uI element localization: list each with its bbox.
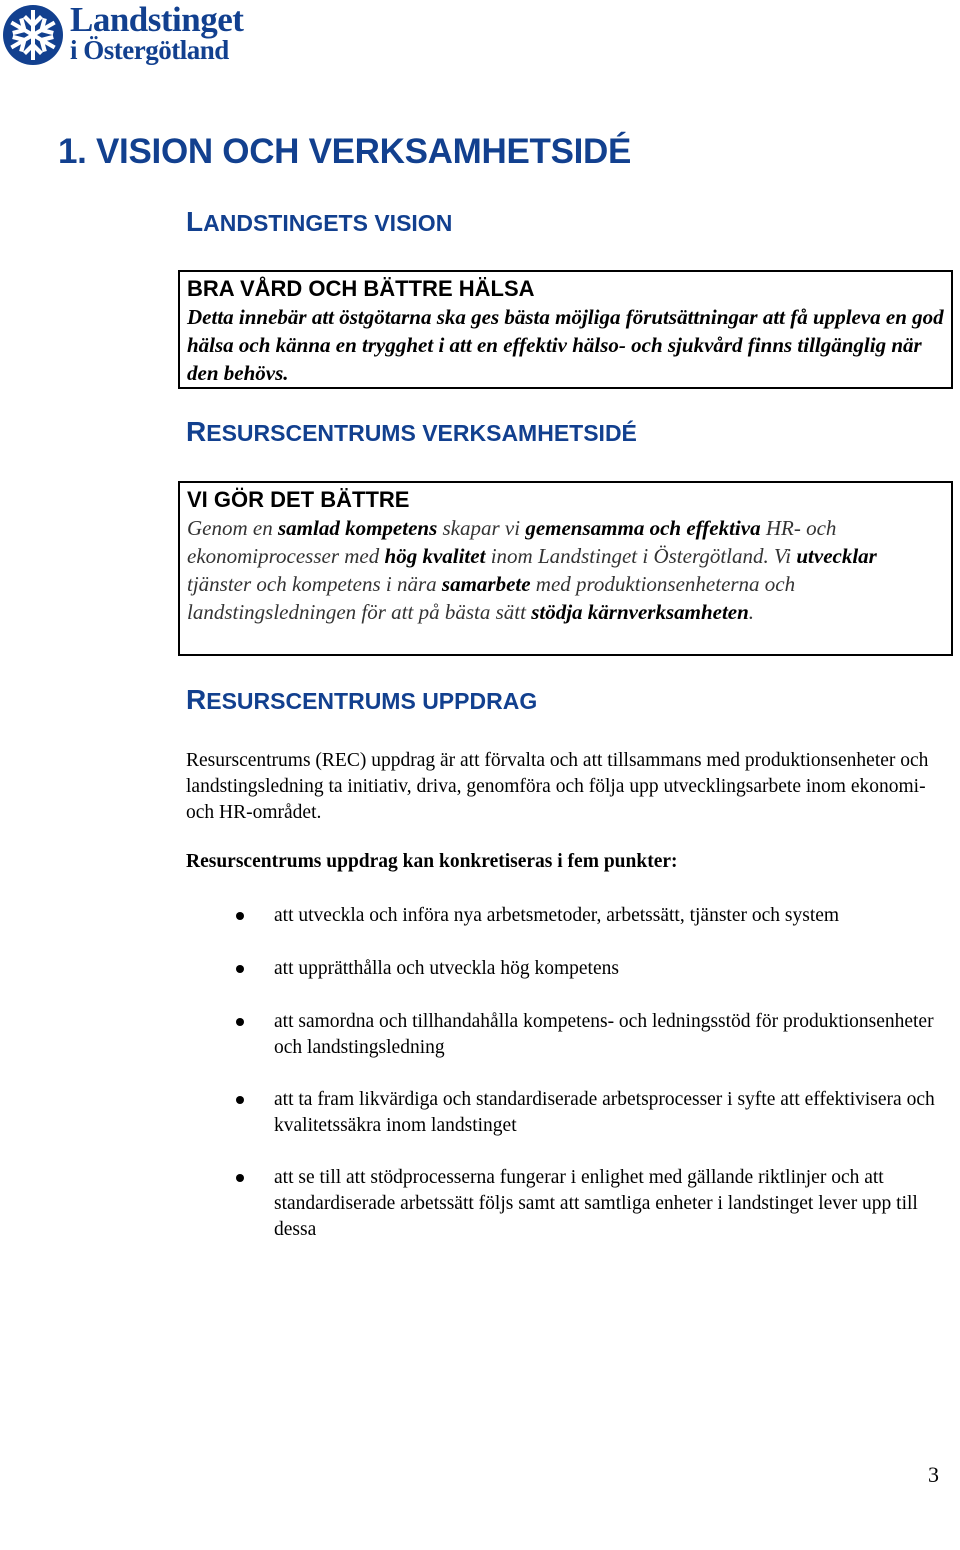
vision-box-text: Detta innebär att östgötarna ska ges bästa möjliga förutsättningar att få uppleva en god hälsa och känna en trygghet i att en effektiv hälso- och sjukvård finns tillgänglig när den behövs. xyxy=(187,305,944,385)
text-emphasis: gemensamma och effektiva xyxy=(525,516,761,540)
uppdrag-paragraph: Resurscentrums (REC) uppdrag är att förvalta och att tillsammans med produktionsenheter och landstingsledning ta initiativ, driva, genomföra och följa upp utvecklingsarbete inom ekonomi- och HR-området. xyxy=(186,750,929,823)
bullet-icon xyxy=(236,1174,244,1182)
text-segment: med produktionsenheterna och landstingsledningen för att på bästa sätt xyxy=(187,572,796,624)
verksamhetside-heading xyxy=(186,416,637,448)
vision-box xyxy=(178,270,953,389)
uppdrag-lead: Resurscentrums uppdrag kan konkretiseras i fem punkter: xyxy=(186,851,678,872)
vision-box-title: BRA VÅRD OCH BÄTTRE HÄLSA xyxy=(187,276,535,301)
bullet-icon xyxy=(236,1096,244,1104)
logo-text-ostergotland: i Östergötland xyxy=(70,35,229,65)
vision-heading-rest: ANDSTINGETS VISION xyxy=(203,210,453,236)
page-number: 3 xyxy=(928,1462,939,1487)
uppdrag-heading-initial: R xyxy=(186,684,207,715)
text-segment: HR- och ekonomiprocesser med xyxy=(187,516,837,568)
bullet-icon xyxy=(236,1018,244,1026)
uppdrag-heading-rest: ESURSCENTRUMS UPPDRAG xyxy=(206,688,538,714)
text-segment: skapar vi xyxy=(437,516,526,540)
text-emphasis: hög kvalitet xyxy=(384,544,486,568)
text-emphasis: samarbete xyxy=(441,572,531,596)
uppdrag-heading xyxy=(186,684,537,716)
list-item-text: att samordna och tillhandahålla kompetens- och ledningsstöd för produktionsenheter och landstingsledning xyxy=(274,1011,934,1058)
text-segment: Genom en xyxy=(187,516,278,540)
bullet-icon xyxy=(236,912,244,920)
logo-text-landstinget: Landstinget xyxy=(70,0,244,39)
bullet-icon xyxy=(236,965,244,973)
text-emphasis: stödja kärnverksamheten xyxy=(531,600,749,624)
list-item-text: att utveckla och införa nya arbetsmetoder, arbetssätt, tjänster och system xyxy=(274,905,840,926)
page-title: 1. VISION OCH VERKSAMHETSIDÉ xyxy=(58,132,632,171)
text-segment: inom Landstinget i Östergötland. Vi xyxy=(485,544,797,568)
verksamhetside-heading-rest: ESURSCENTRUMS VERKSAMHETSIDÉ xyxy=(206,420,637,446)
vision-heading xyxy=(186,206,452,238)
logo xyxy=(2,0,272,70)
vision-heading-initial: L xyxy=(186,206,204,237)
verksamhetside-box xyxy=(178,481,953,656)
snowflake-emblem-icon xyxy=(2,4,64,66)
verksamhetside-box-title: VI GÖR DET BÄTTRE xyxy=(187,487,410,512)
verksamhetside-heading-initial: R xyxy=(186,416,207,447)
text-segment: . xyxy=(748,600,755,624)
verksamhetside-box-text xyxy=(187,514,945,626)
list-item-text: att upprätthålla och utveckla hög kompetens xyxy=(274,958,619,979)
text-segment: tjänster och kompetens i nära xyxy=(187,572,442,596)
text-emphasis: samlad kompetens xyxy=(277,516,438,540)
list-item-text: att se till att stödprocesserna fungerar i enlighet med gällande riktlinjer och att standardiserade arbetssätt följs samt att samtliga enheter i landstinget lever upp till dessa xyxy=(274,1167,918,1240)
text-emphasis: utvecklar xyxy=(796,544,877,568)
list-item-text: att ta fram likvärdiga och standardiserade arbetsprocesser i syfte att effektivisera och kvalitetssäkra inom landstinget xyxy=(274,1089,935,1136)
